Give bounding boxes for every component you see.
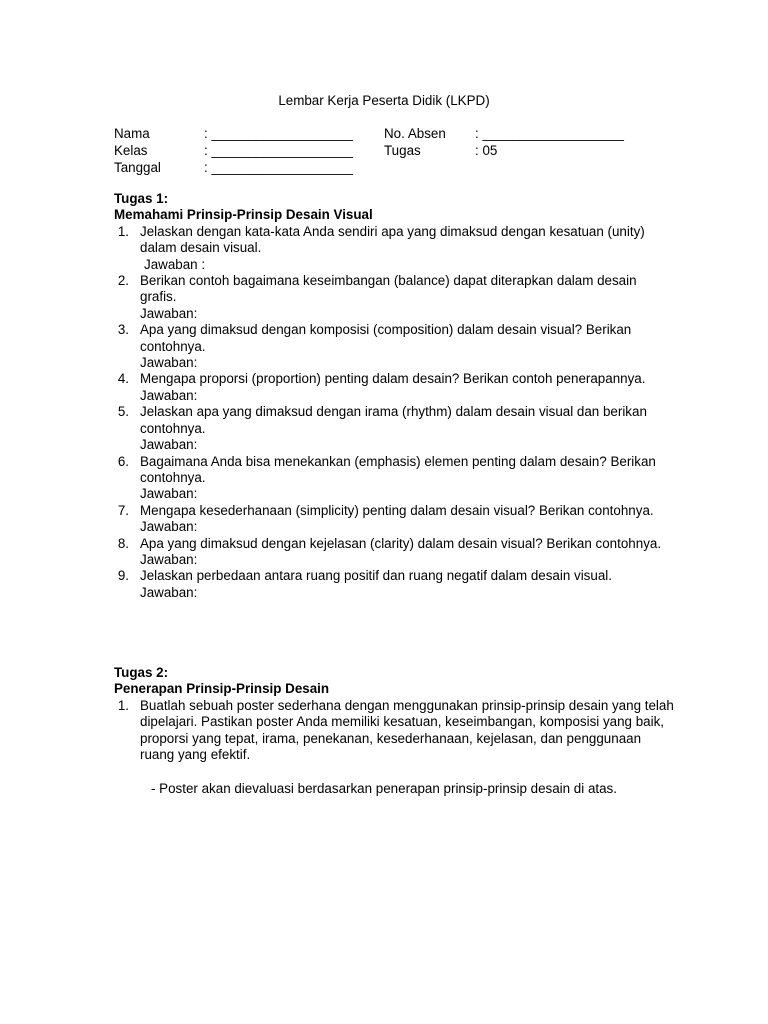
question-number: 5.	[117, 404, 129, 420]
instruction-text: Buatlah sebuah poster sederhana dengan menggunakan prinsip-prinsip desain yang telah dipelajari. Pastikan poster Anda memiliki kesatuan, keseimbangan, komposisi yang baik, proporsi yang tepat, irama, penekanan, kesederhanaan, kejelasan, dan penggunaan ruang yang efektif.	[140, 697, 674, 763]
field-value: : ___________________	[204, 160, 353, 175]
task-2-heading: Tugas 2:	[114, 665, 169, 680]
field-nama	[114, 125, 353, 142]
question-item	[114, 454, 674, 503]
field-value: : ___________________	[475, 126, 624, 141]
question-text: Jelaskan perbedaan antara ruang positif dan ruang negatif dalam desain visual.	[140, 568, 612, 584]
question-number: 1.	[117, 223, 129, 239]
field-kelas	[114, 142, 353, 159]
question-item	[114, 322, 674, 371]
question-text: Mengapa kesederhanaan (simplicity) penting dalam desain visual? Berikan contohnya.	[140, 502, 654, 518]
answer-label: Jawaban:	[140, 584, 198, 600]
question-number: 7.	[117, 502, 129, 518]
question-number: 3.	[117, 322, 129, 338]
answer-label: Jawaban:	[140, 551, 198, 567]
student-info-left	[114, 125, 353, 176]
document-title: Lembar Kerja Peserta Didik (LKPD)	[278, 93, 490, 108]
student-info-right	[384, 125, 624, 159]
question-text: Apa yang dimaksud dengan kejelasan (clarity) dalam desain visual? Berikan contohnya.	[140, 535, 662, 551]
question-number: 4.	[117, 371, 129, 387]
field-label: Nama	[114, 126, 150, 141]
answer-label: Jawaban:	[140, 486, 198, 502]
instruction-number: 1.	[117, 697, 129, 713]
question-number: 6.	[117, 453, 129, 469]
answer-label: Jawaban:	[140, 305, 198, 321]
question-item	[114, 503, 674, 536]
question-item	[114, 536, 674, 569]
task-1-subheading: Memahami Prinsip-Prinsip Desain Visual	[114, 207, 373, 223]
field-no-absen	[384, 125, 624, 142]
answer-label: Jawaban:	[140, 437, 198, 453]
question-item	[114, 568, 674, 601]
question-text: Apa yang dimaksud dengan komposisi (composition) dalam desain visual? Berikan contohnya.	[140, 322, 632, 354]
field-value: : ___________________	[204, 143, 353, 158]
field-tanggal	[114, 159, 353, 176]
evaluation-note: - Poster akan dievaluasi berdasarkan penerapan prinsip-prinsip desain di atas.	[151, 781, 617, 796]
field-label: Kelas	[114, 143, 148, 158]
field-value: : 05	[475, 143, 498, 158]
field-tugas	[384, 142, 624, 159]
field-label: No. Absen	[384, 126, 446, 141]
task-2-instruction-list	[114, 698, 674, 764]
question-item	[114, 273, 674, 322]
question-number: 9.	[117, 568, 129, 584]
task-2-subheading: Penerapan Prinsip-Prinsip Desain	[114, 681, 330, 697]
question-item	[114, 404, 674, 453]
task-1-section	[114, 191, 674, 601]
field-value: : ___________________	[204, 126, 353, 141]
question-item	[114, 371, 674, 404]
question-number: 2.	[117, 273, 129, 289]
field-label: Tugas	[384, 143, 421, 158]
answer-label: Jawaban:	[140, 355, 198, 371]
answer-label: Jawaban:	[140, 519, 198, 535]
task-2-section	[114, 665, 674, 763]
question-text: Berikan contoh bagaimana keseimbangan (balance) dapat diterapkan dalam desain grafis.	[140, 273, 637, 305]
question-text: Jelaskan dengan kata-kata Anda sendiri apa yang dimaksud dengan kesatuan (unity) dalam desain visual.	[140, 223, 645, 256]
answer-label: Jawaban:	[140, 387, 198, 403]
question-item	[114, 224, 674, 273]
question-text: Mengapa proporsi (proportion) penting dalam desain? Berikan contoh penerapannya.	[140, 371, 646, 387]
question-number: 8.	[117, 535, 129, 551]
instruction-item	[114, 698, 674, 764]
field-label: Tanggal	[114, 160, 161, 175]
task-1-question-list	[114, 224, 674, 601]
answer-label: Jawaban :	[144, 256, 206, 272]
question-text: Bagaimana Anda bisa menekankan (emphasis) elemen penting dalam desain? Berikan contohnya.	[140, 453, 656, 485]
question-text: Jelaskan apa yang dimaksud dengan irama (rhythm) dalam desain visual dan berikan contohnya.	[140, 404, 647, 436]
task-1-heading: Tugas 1:	[114, 191, 169, 206]
